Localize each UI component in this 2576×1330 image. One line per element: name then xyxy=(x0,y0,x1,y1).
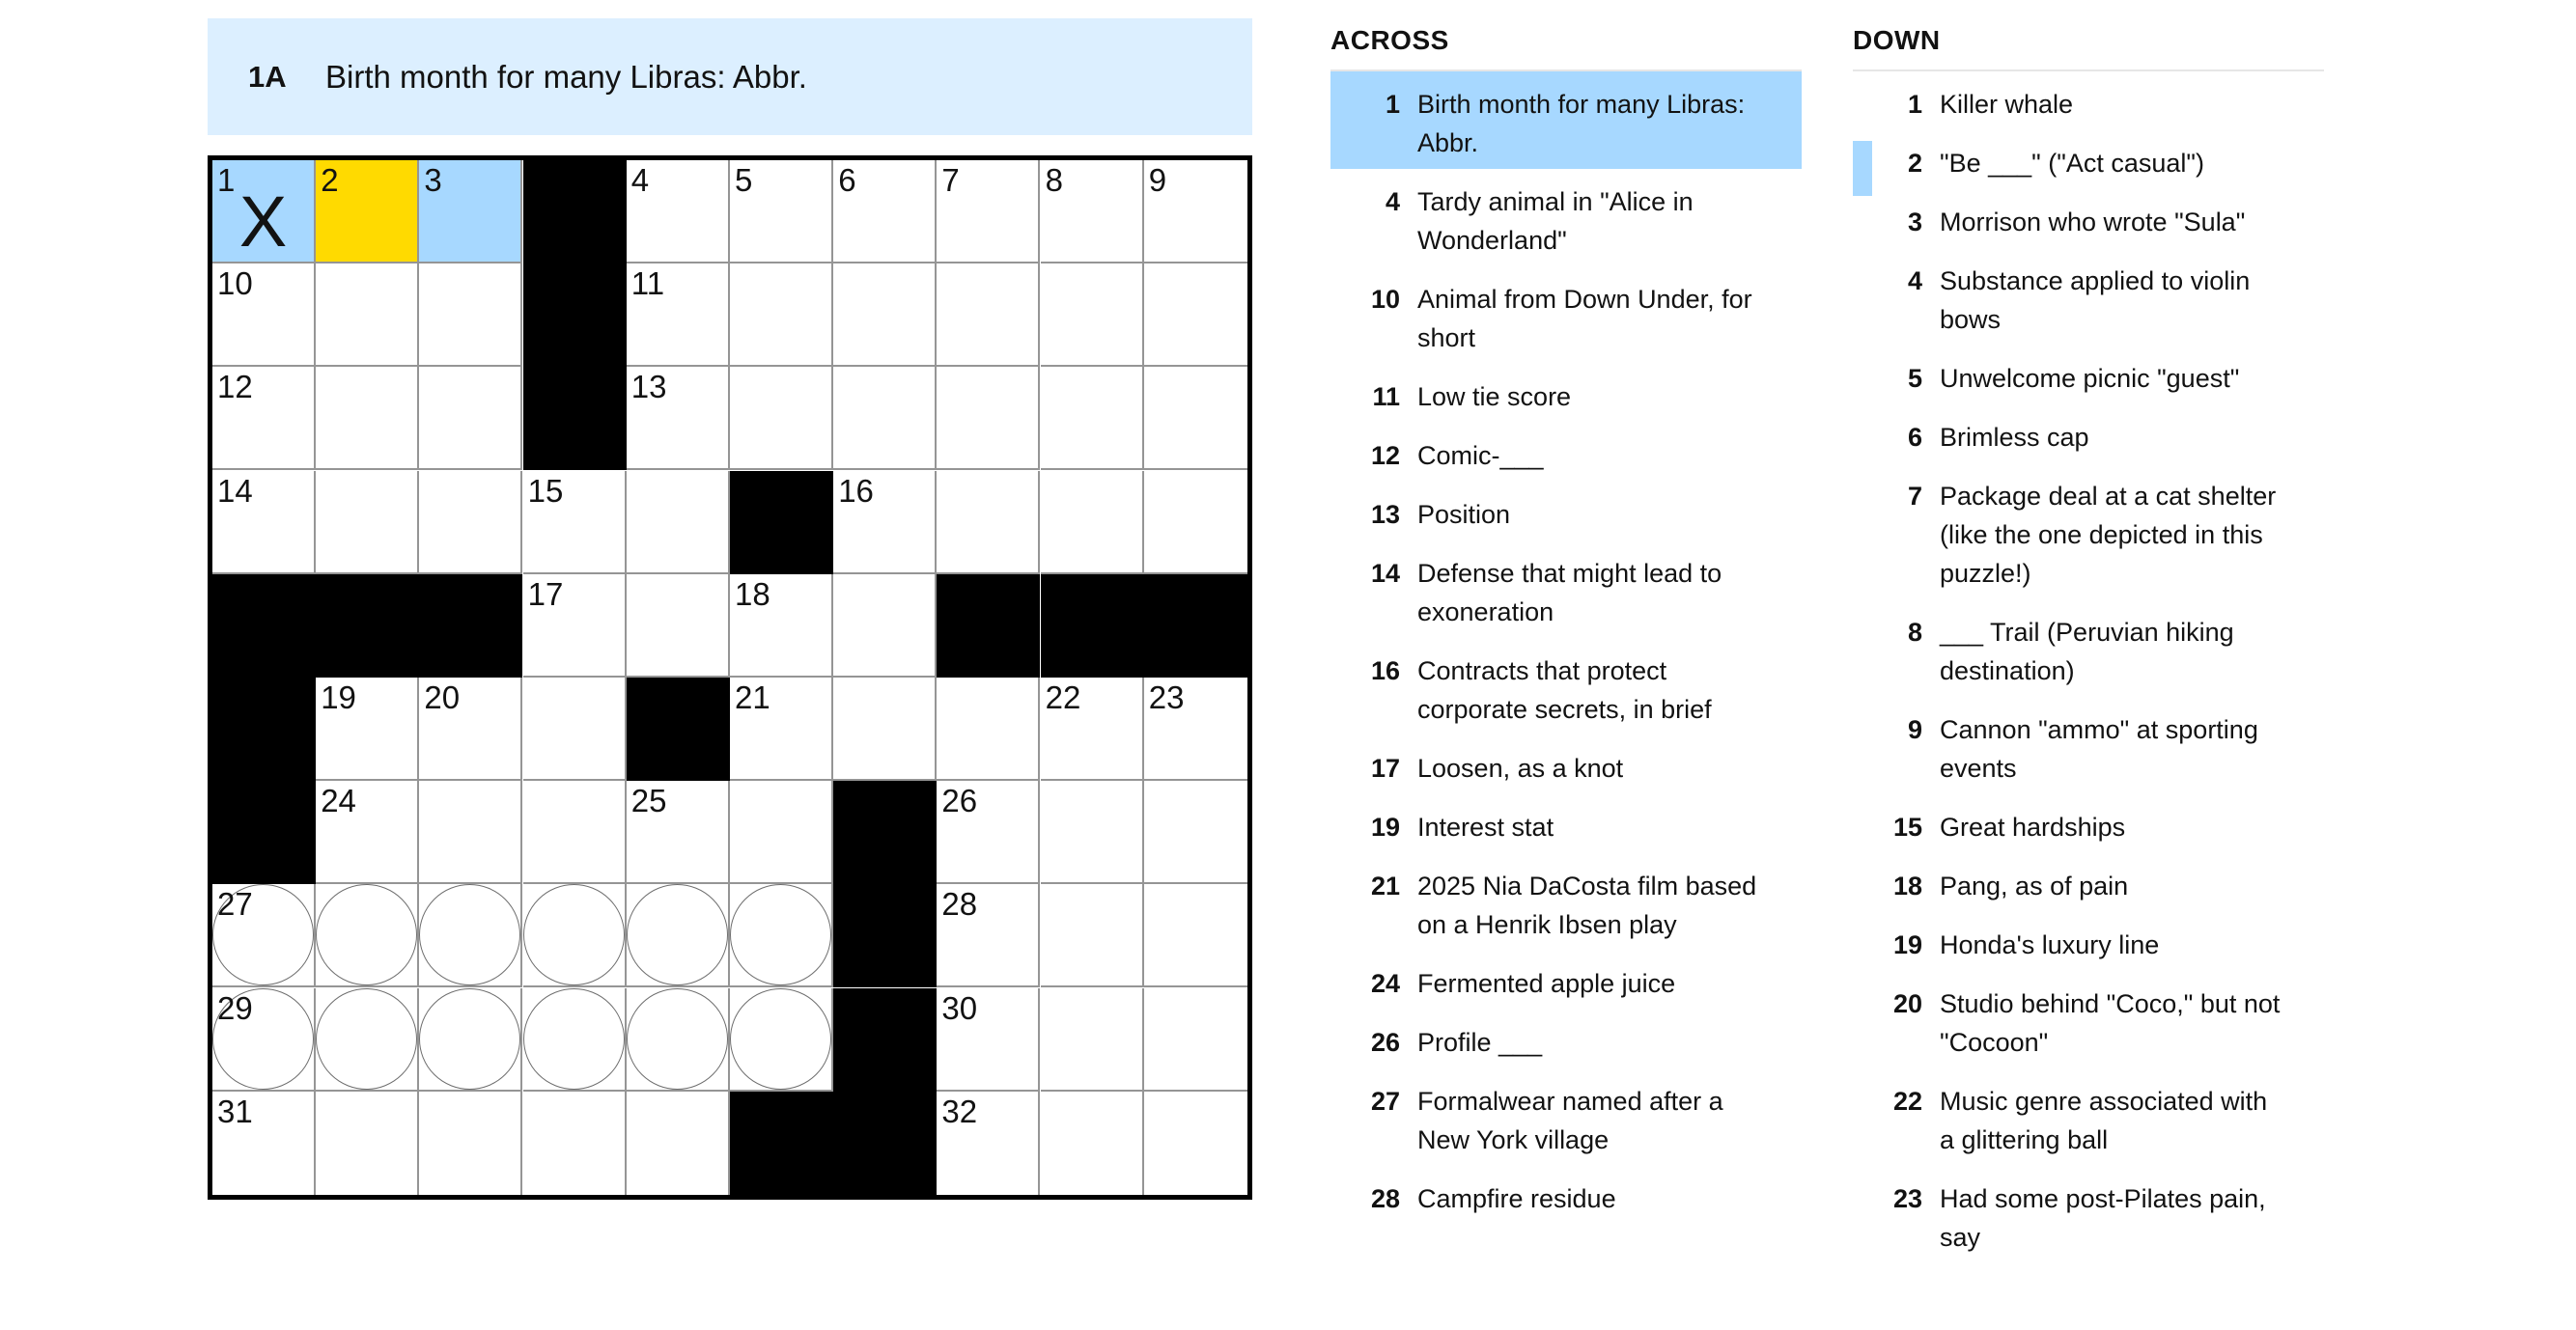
grid-cell-r9-c4[interactable] xyxy=(627,1092,730,1195)
grid-cell-r3-c0[interactable] xyxy=(212,471,316,574)
grid-cell-r0-c1[interactable] xyxy=(316,160,419,263)
black-cell xyxy=(523,160,627,263)
clue-text: Substance applied to violin bows xyxy=(1940,266,2251,334)
grid-cell-r9-c0[interactable] xyxy=(212,1092,316,1195)
clue-text: Animal from Down Under, for short xyxy=(1417,285,1752,352)
grid-cell-r6-c9[interactable] xyxy=(1144,781,1247,884)
grid-cell-r5-c5[interactable] xyxy=(730,678,833,781)
down-heading: DOWN xyxy=(1853,25,2324,71)
cell-number: 7 xyxy=(941,162,960,198)
across-clue-4[interactable] xyxy=(1330,169,1802,266)
grid-cell-r6-c1[interactable] xyxy=(316,781,419,884)
down-clue-22[interactable] xyxy=(1853,1068,2324,1166)
clue-text: Contracts that protect corporate secrets, in brief xyxy=(1417,656,1712,724)
black-cell xyxy=(523,263,627,367)
clue-number: 16 xyxy=(1370,656,1400,685)
grid-cell-r7-c7[interactable] xyxy=(937,884,1040,987)
clue-text: Campfire residue xyxy=(1417,1184,1616,1213)
across-clue-21[interactable] xyxy=(1330,853,1802,951)
cell-number: 25 xyxy=(630,783,667,819)
grid-cell-r6-c5[interactable] xyxy=(730,781,833,884)
clue-number: 19 xyxy=(1370,813,1400,842)
clue-text: Music genre associated with a glittering ball xyxy=(1940,1087,2268,1154)
clue-text: Profile ___ xyxy=(1417,1028,1543,1057)
grid-cell-r3-c2[interactable] xyxy=(419,471,522,574)
grid-cell-r1-c7[interactable] xyxy=(937,263,1040,367)
black-cell xyxy=(419,574,522,678)
down-clue-1[interactable] xyxy=(1853,71,2324,130)
clue-number: 9 xyxy=(1907,715,1922,744)
grid-cell-r3-c9[interactable] xyxy=(1144,471,1247,574)
grid-cell-r9-c7[interactable] xyxy=(937,1092,1040,1195)
cell-number: 2 xyxy=(321,162,339,198)
clue-number: 10 xyxy=(1370,285,1400,314)
cell-number: 3 xyxy=(424,162,442,198)
grid-cell-r1-c8[interactable] xyxy=(1041,263,1144,367)
cell-number: 6 xyxy=(838,162,856,198)
clue-number: 19 xyxy=(1892,930,1922,959)
across-clue-11[interactable] xyxy=(1330,364,1802,423)
clue-text: 2025 Nia DaCosta film based on a Henrik Ibsen play xyxy=(1417,872,1757,939)
grid-cell-r7-c0[interactable] xyxy=(212,884,316,987)
black-cell xyxy=(523,367,627,470)
across-clue-10[interactable] xyxy=(1330,266,1802,364)
cell-letter: X xyxy=(238,181,288,262)
grid-cell-r8-c0[interactable] xyxy=(212,988,316,1092)
clue-text: Package deal at a cat shelter (like the one depicted in this puzzle!) xyxy=(1940,482,2277,588)
cell-number: 20 xyxy=(424,679,461,715)
grid-cell-r8-c9[interactable] xyxy=(1144,988,1247,1092)
cell-circle xyxy=(316,884,417,985)
cell-circle xyxy=(419,884,520,985)
down-clue-5[interactable] xyxy=(1853,346,2324,404)
cell-number: 19 xyxy=(321,679,356,715)
grid-cell-r4-c5[interactable] xyxy=(730,574,833,678)
clue-text: Fermented apple juice xyxy=(1417,969,1676,998)
grid-cell-r5-c7[interactable] xyxy=(937,678,1040,781)
cell-number: 12 xyxy=(217,369,253,405)
down-clue-19[interactable] xyxy=(1853,912,2324,971)
grid-cell-r1-c2[interactable] xyxy=(419,263,522,367)
clue-text: Cannon "ammo" at sporting events xyxy=(1940,715,2258,783)
grid-cell-r1-c1[interactable] xyxy=(316,263,419,367)
grid-cell-r2-c8[interactable] xyxy=(1041,367,1144,470)
clue-number: 27 xyxy=(1370,1087,1400,1116)
grid-cell-r9-c9[interactable] xyxy=(1144,1092,1247,1195)
grid-cell-r2-c9[interactable] xyxy=(1144,367,1247,470)
cell-number: 8 xyxy=(1045,162,1063,198)
grid-cell-r7-c8[interactable] xyxy=(1041,884,1144,987)
grid-cell-r9-c2[interactable] xyxy=(419,1092,522,1195)
clue-number: 24 xyxy=(1370,969,1400,998)
clue-text: Brimless cap xyxy=(1940,423,2089,452)
clue-text: Killer whale xyxy=(1940,90,2074,119)
grid-cell-r4-c6[interactable] xyxy=(833,574,937,678)
cell-number: 27 xyxy=(217,886,253,923)
cell-number: 10 xyxy=(217,265,253,302)
cell-circle xyxy=(627,884,728,985)
across-clue-16[interactable] xyxy=(1330,638,1802,735)
clue-number: 23 xyxy=(1892,1184,1922,1213)
grid-cell-r5-c9[interactable] xyxy=(1144,678,1247,781)
grid-cell-r8-c7[interactable] xyxy=(937,988,1040,1092)
black-cell xyxy=(833,1092,937,1195)
grid-cell-r2-c7[interactable] xyxy=(937,367,1040,470)
clue-number: 13 xyxy=(1370,500,1400,529)
cell-number: 13 xyxy=(630,369,667,405)
cell-number: 24 xyxy=(321,783,356,819)
across-heading: ACROSS xyxy=(1330,25,1802,71)
cell-number: 1 xyxy=(217,162,236,198)
grid-cell-r0-c2[interactable] xyxy=(419,160,522,263)
grid-cell-r0-c5[interactable] xyxy=(730,160,833,263)
across-clue-19[interactable] xyxy=(1330,794,1802,853)
clue-text: Had some post-Pilates pain, say xyxy=(1940,1184,2266,1252)
cell-circle xyxy=(730,884,831,985)
clue-text: Morrison who wrote "Sula" xyxy=(1940,208,2246,236)
cell-number: 5 xyxy=(735,162,753,198)
grid-cell-r8-c3[interactable] xyxy=(523,988,627,1092)
clue-text: Low tie score xyxy=(1417,382,1572,411)
down-clue-list xyxy=(1853,71,2324,1263)
clue-number: 5 xyxy=(1907,364,1922,393)
cell-number: 16 xyxy=(838,472,874,509)
grid-cell-r8-c5[interactable] xyxy=(730,988,833,1092)
clue-text: Tardy animal in "Alice in Wonderland" xyxy=(1417,187,1694,255)
grid-cell-r3-c3[interactable] xyxy=(523,471,627,574)
black-cell xyxy=(212,678,316,781)
grid-cell-r9-c1[interactable] xyxy=(316,1092,419,1195)
grid-cell-r5-c3[interactable] xyxy=(523,678,627,781)
black-cell xyxy=(833,988,937,1092)
grid-cell-r1-c0[interactable] xyxy=(212,263,316,367)
cell-number: 21 xyxy=(735,679,770,715)
grid-cell-r7-c3[interactable] xyxy=(523,884,627,987)
grid-cell-r5-c8[interactable] xyxy=(1041,678,1144,781)
clue-text: Great hardships xyxy=(1940,813,2126,842)
clue-number: 2 xyxy=(1907,149,1922,178)
across-clue-28[interactable] xyxy=(1330,1166,1802,1225)
grid-cell-r6-c3[interactable] xyxy=(523,781,627,884)
grid-cell-r1-c4[interactable] xyxy=(627,263,730,367)
across-clue-27[interactable] xyxy=(1330,1068,1802,1166)
clue-number: 28 xyxy=(1370,1184,1400,1213)
down-clue-3[interactable] xyxy=(1853,189,2324,248)
clue-text: Interest stat xyxy=(1417,813,1554,842)
clue-text: Birth month for many Libras: Abbr. xyxy=(1417,90,1746,157)
cell-number: 28 xyxy=(941,886,978,923)
cell-number: 9 xyxy=(1148,162,1167,198)
cell-circle xyxy=(523,884,625,985)
grid-cell-r6-c2[interactable] xyxy=(419,781,522,884)
clue-number: 17 xyxy=(1370,754,1400,783)
grid-cell-r7-c4[interactable] xyxy=(627,884,730,987)
cell-number: 22 xyxy=(1045,679,1081,715)
grid-cell-r5-c1[interactable] xyxy=(316,678,419,781)
cell-number: 11 xyxy=(630,265,665,302)
black-cell xyxy=(833,781,937,884)
down-clue-15[interactable] xyxy=(1853,794,2324,853)
clue-number: 1 xyxy=(1385,90,1400,119)
cell-number: 15 xyxy=(527,472,564,509)
grid-cell-r4-c4[interactable] xyxy=(627,574,730,678)
cell-number: 23 xyxy=(1148,679,1185,715)
crossword-grid xyxy=(208,155,1252,1200)
grid-cell-r2-c6[interactable] xyxy=(833,367,937,470)
clue-text: ___ Trail (Peruvian hiking destination) xyxy=(1940,618,2234,685)
clue-number: 3 xyxy=(1907,208,1922,236)
black-cell xyxy=(212,574,316,678)
black-cell xyxy=(730,1092,833,1195)
current-clue-bar[interactable] xyxy=(208,18,1252,135)
down-clue-2[interactable] xyxy=(1853,130,2324,189)
across-clue-list xyxy=(1330,71,1802,1225)
grid-cell-r9-c8[interactable] xyxy=(1041,1092,1144,1195)
down-clues-panel xyxy=(1853,25,2324,1263)
cell-number: 14 xyxy=(217,472,253,509)
crossing-clue-marker xyxy=(1853,141,1872,196)
clue-number: 7 xyxy=(1907,482,1922,511)
black-cell xyxy=(1041,574,1144,678)
cell-number: 29 xyxy=(217,989,253,1026)
across-clue-13[interactable] xyxy=(1330,482,1802,540)
clue-text: Honda's luxury line xyxy=(1940,930,2160,959)
cell-number: 31 xyxy=(217,1093,253,1129)
cell-number: 30 xyxy=(941,989,978,1026)
grid-cell-r1-c9[interactable] xyxy=(1144,263,1247,367)
clue-text: Pang, as of pain xyxy=(1940,872,2129,901)
across-clue-1[interactable] xyxy=(1330,71,1802,169)
grid-cell-r6-c7[interactable] xyxy=(937,781,1040,884)
clue-text: Formalwear named after a New York village xyxy=(1417,1087,1723,1154)
clue-number: 18 xyxy=(1892,872,1922,901)
grid-cell-r6-c8[interactable] xyxy=(1041,781,1144,884)
clue-number: 4 xyxy=(1385,187,1400,216)
black-cell xyxy=(1144,574,1247,678)
grid-cell-r0-c9[interactable] xyxy=(1144,160,1247,263)
cell-circle xyxy=(523,988,625,1090)
clue-number: 22 xyxy=(1892,1087,1922,1116)
black-cell xyxy=(730,471,833,574)
grid-cell-r2-c5[interactable] xyxy=(730,367,833,470)
clue-number: 6 xyxy=(1907,423,1922,452)
clue-number: 1 xyxy=(1907,90,1922,119)
clue-number: 15 xyxy=(1892,813,1922,842)
across-clue-17[interactable] xyxy=(1330,735,1802,794)
grid-cell-r7-c5[interactable] xyxy=(730,884,833,987)
cell-circle xyxy=(627,988,728,1090)
grid-cell-r2-c1[interactable] xyxy=(316,367,419,470)
grid-cell-r8-c8[interactable] xyxy=(1041,988,1144,1092)
black-cell xyxy=(212,781,316,884)
grid-cell-r6-c4[interactable] xyxy=(627,781,730,884)
down-clue-18[interactable] xyxy=(1853,853,2324,912)
grid-cell-r3-c4[interactable] xyxy=(627,471,730,574)
current-clue-label: 1A xyxy=(248,59,287,94)
clue-text: Position xyxy=(1417,500,1511,529)
cell-circle xyxy=(316,988,417,1090)
grid-cell-r0-c6[interactable] xyxy=(833,160,937,263)
cell-number: 32 xyxy=(941,1093,978,1129)
down-clue-4[interactable] xyxy=(1853,248,2324,346)
clue-text: Defense that might lead to exoneration xyxy=(1417,559,1722,626)
across-clue-12[interactable] xyxy=(1330,423,1802,482)
grid-cell-r3-c1[interactable] xyxy=(316,471,419,574)
down-clue-9[interactable] xyxy=(1853,697,2324,794)
down-clue-23[interactable] xyxy=(1853,1166,2324,1263)
across-clues-panel xyxy=(1330,25,1802,1225)
grid-cell-r3-c6[interactable] xyxy=(833,471,937,574)
grid-cell-r7-c2[interactable] xyxy=(419,884,522,987)
cell-number: 18 xyxy=(735,575,770,612)
clue-text: Loosen, as a knot xyxy=(1417,754,1624,783)
down-clue-6[interactable] xyxy=(1853,404,2324,463)
grid-cell-r3-c8[interactable] xyxy=(1041,471,1144,574)
cell-number: 4 xyxy=(630,162,650,198)
down-clue-20[interactable] xyxy=(1853,971,2324,1068)
down-clue-8[interactable] xyxy=(1853,599,2324,697)
grid-cell-r4-c3[interactable] xyxy=(523,574,627,678)
clue-text: "Be ___" ("Act casual") xyxy=(1940,149,2204,178)
clue-text: Unwelcome picnic "guest" xyxy=(1940,364,2240,393)
grid-cell-r1-c6[interactable] xyxy=(833,263,937,367)
clue-number: 20 xyxy=(1892,989,1922,1018)
current-clue-text: Birth month for many Libras: Abbr. xyxy=(325,58,807,95)
clue-number: 21 xyxy=(1370,872,1400,901)
grid-cell-r2-c0[interactable] xyxy=(212,367,316,470)
black-cell xyxy=(833,884,937,987)
grid-cell-r7-c1[interactable] xyxy=(316,884,419,987)
clue-number: 8 xyxy=(1907,618,1922,647)
grid-cell-r3-c7[interactable] xyxy=(937,471,1040,574)
black-cell xyxy=(316,574,419,678)
grid-cell-r0-c4[interactable] xyxy=(627,160,730,263)
grid-cell-r2-c2[interactable] xyxy=(419,367,522,470)
clue-number: 12 xyxy=(1370,441,1400,470)
clue-text: Studio behind "Coco," but not "Cocoon" xyxy=(1940,989,2281,1057)
grid-cell-r0-c7[interactable] xyxy=(937,160,1040,263)
cell-circle xyxy=(730,988,831,1090)
across-clue-24[interactable] xyxy=(1330,951,1802,1010)
grid-cell-r5-c2[interactable] xyxy=(419,678,522,781)
black-cell xyxy=(627,678,730,781)
down-clue-7[interactable] xyxy=(1853,463,2324,599)
clue-number: 14 xyxy=(1370,559,1400,588)
grid-cell-r0-c0[interactable] xyxy=(212,160,316,263)
clue-number: 11 xyxy=(1372,382,1400,411)
clue-text: Comic-___ xyxy=(1417,441,1544,470)
across-clue-26[interactable] xyxy=(1330,1010,1802,1068)
black-cell xyxy=(937,574,1040,678)
grid-cell-r2-c4[interactable] xyxy=(627,367,730,470)
across-clue-14[interactable] xyxy=(1330,540,1802,638)
grid-cell-r0-c8[interactable] xyxy=(1041,160,1144,263)
cell-circle xyxy=(419,988,520,1090)
cell-number: 17 xyxy=(527,575,564,612)
clue-number: 4 xyxy=(1907,266,1922,295)
grid-cell-r9-c3[interactable] xyxy=(523,1092,627,1195)
grid-cell-r8-c4[interactable] xyxy=(627,988,730,1092)
cell-number: 26 xyxy=(941,783,978,819)
grid-cell-r5-c6[interactable] xyxy=(833,678,937,781)
grid-cell-r1-c5[interactable] xyxy=(730,263,833,367)
grid-cell-r7-c9[interactable] xyxy=(1144,884,1247,987)
grid-cell-r8-c1[interactable] xyxy=(316,988,419,1092)
grid-cell-r8-c2[interactable] xyxy=(419,988,522,1092)
clue-number: 26 xyxy=(1370,1028,1400,1057)
